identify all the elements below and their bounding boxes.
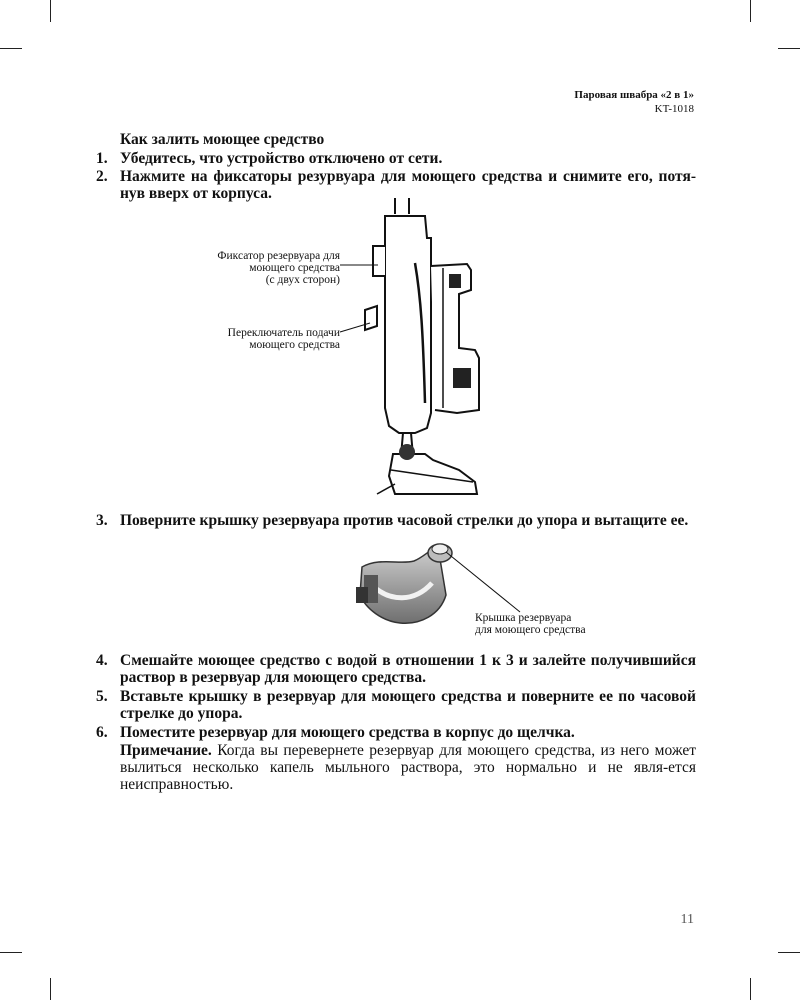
- note-text: Когда вы перевернете резервуар для моющего средства, из него может вылиться несколько капель мыльного раствора, это нормально и не явля-ется неисправностью.: [120, 742, 696, 793]
- header-title: Паровая швабра «2 в 1»: [574, 89, 694, 101]
- step-3: [96, 512, 696, 529]
- section-title: Как залить моющее средство: [120, 131, 325, 148]
- crop-mark: [50, 0, 51, 22]
- crop-mark: [778, 48, 800, 49]
- latch-label: Фиксатор резервуара для моющего средства (с двух сторон): [217, 250, 340, 286]
- step-1: [96, 150, 696, 167]
- note-paragraph: [120, 742, 696, 793]
- step-number: 6.: [96, 724, 108, 741]
- note-label: Примечание.: [120, 742, 212, 759]
- step-text: Вставьте крышку в резервуар для моющего средства и поверните ее по часовой стрелке до упора.: [120, 688, 696, 722]
- mop-body-figure: [355, 198, 495, 504]
- step-text: Поверните крышку резервуара против часовой стрелки до упора и вытащите ее.: [120, 512, 689, 529]
- step-4: [96, 652, 696, 686]
- step-number: 3.: [96, 512, 108, 529]
- step-number: 5.: [96, 688, 108, 705]
- crop-mark: [778, 952, 800, 953]
- step-text: Нажмите на фиксаторы резурвуара для моющего средства и снимите его, потя-нув вверх от корпуса.: [120, 168, 696, 202]
- page-number: 11: [680, 912, 694, 927]
- step-2: [96, 168, 696, 202]
- cap-label: Крышка резервуара для моющего средства: [475, 612, 586, 636]
- switch-label: Переключатель подачи моющего средства: [227, 327, 340, 351]
- crop-mark: [0, 952, 22, 953]
- step-number: 4.: [96, 652, 108, 669]
- step-5: [96, 688, 696, 722]
- step-number: 2.: [96, 168, 108, 185]
- crop-mark: [0, 48, 22, 49]
- header-model: KT-1018: [654, 103, 694, 115]
- cap-leader-line: [440, 550, 530, 616]
- crop-mark: [750, 0, 751, 22]
- crop-mark: [750, 978, 751, 1000]
- step-text: Убедитесь, что устройство отключено от сети.: [120, 150, 443, 167]
- crop-mark: [50, 978, 51, 1000]
- step-text: Смешайте моющее средство с водой в отношении 1 к 3 и залейте получившийся раствор в резервуар для моющего средства.: [120, 652, 696, 686]
- page-header: [574, 88, 694, 116]
- step-number: 1.: [96, 150, 108, 167]
- step-text: Поместите резервуар для моющего средства в корпус до щелчка.: [120, 724, 575, 741]
- step-6: [96, 724, 696, 741]
